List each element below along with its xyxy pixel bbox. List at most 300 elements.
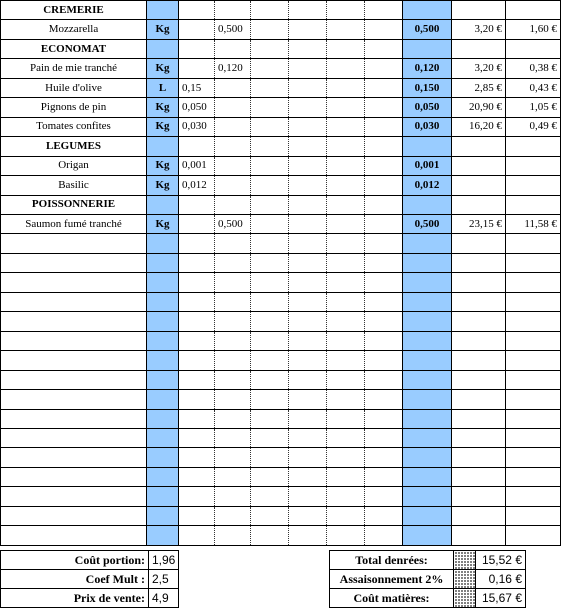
- quantity-cell[interactable]: [365, 390, 403, 409]
- quantity-cell[interactable]: [179, 214, 215, 233]
- quantity-cell[interactable]: [179, 312, 215, 331]
- quantity-cell[interactable]: [179, 370, 215, 389]
- unit-price-cell[interactable]: [452, 312, 506, 331]
- unit-price-cell[interactable]: [452, 273, 506, 292]
- empty-cell[interactable]: [1, 487, 147, 506]
- unit-price-cell[interactable]: [452, 292, 506, 311]
- line-total-cell[interactable]: [506, 253, 561, 272]
- quantity-cell[interactable]: [365, 526, 403, 546]
- ingredient-name[interactable]: Saumon fumé tranché: [1, 214, 147, 233]
- quantity-cell[interactable]: [215, 331, 251, 350]
- quantity-cell[interactable]: [289, 20, 327, 39]
- quantity-cell[interactable]: [327, 20, 365, 39]
- quantity-cell[interactable]: [365, 117, 403, 136]
- unit-cell[interactable]: Kg: [147, 214, 179, 233]
- quantity-cell[interactable]: [179, 409, 215, 428]
- quantity-cell[interactable]: [327, 195, 365, 214]
- unit-price-cell[interactable]: [452, 467, 506, 486]
- ingredient-name[interactable]: Mozzarella: [1, 20, 147, 39]
- quantity-cell[interactable]: [179, 331, 215, 350]
- quantity-cell[interactable]: [327, 467, 365, 486]
- line-total-cell[interactable]: [506, 39, 561, 58]
- total-quantity-empty[interactable]: [403, 390, 452, 409]
- quantity-cell[interactable]: [179, 428, 215, 447]
- quantity-cell[interactable]: [365, 98, 403, 117]
- unit-price-cell[interactable]: 2,85 €: [452, 78, 506, 97]
- unit-cell[interactable]: Kg: [147, 117, 179, 136]
- quantity-cell[interactable]: [289, 370, 327, 389]
- quantity-cell[interactable]: [179, 59, 215, 78]
- quantity-cell[interactable]: [251, 234, 289, 253]
- unit-cell-empty[interactable]: [147, 1, 179, 20]
- total-quantity-cell[interactable]: 0,120: [403, 59, 452, 78]
- quantity-cell[interactable]: [327, 487, 365, 506]
- unit-cell-empty[interactable]: [147, 409, 179, 428]
- quantity-cell[interactable]: [365, 195, 403, 214]
- quantity-cell[interactable]: [251, 506, 289, 525]
- quantity-cell[interactable]: 0,500: [215, 20, 251, 39]
- line-total-cell[interactable]: [506, 351, 561, 370]
- quantity-cell[interactable]: [365, 351, 403, 370]
- quantity-cell[interactable]: [251, 428, 289, 447]
- unit-cell[interactable]: Kg: [147, 20, 179, 39]
- ingredient-name[interactable]: Origan: [1, 156, 147, 175]
- total-quantity-empty[interactable]: [403, 428, 452, 447]
- quantity-cell[interactable]: 0,500: [215, 214, 251, 233]
- total-quantity-empty[interactable]: [403, 137, 452, 156]
- quantity-cell[interactable]: [327, 370, 365, 389]
- quantity-cell[interactable]: [251, 137, 289, 156]
- quantity-cell[interactable]: [289, 117, 327, 136]
- quantity-cell[interactable]: [327, 506, 365, 525]
- line-total-cell[interactable]: 0,43 €: [506, 78, 561, 97]
- unit-price-cell[interactable]: 20,90 €: [452, 98, 506, 117]
- unit-price-cell[interactable]: [452, 428, 506, 447]
- empty-cell[interactable]: [1, 234, 147, 253]
- line-total-cell[interactable]: 1,60 €: [506, 20, 561, 39]
- unit-price-cell[interactable]: [452, 390, 506, 409]
- quantity-cell[interactable]: [251, 117, 289, 136]
- quantity-cell[interactable]: [327, 292, 365, 311]
- total-quantity-empty[interactable]: [403, 234, 452, 253]
- line-total-cell[interactable]: [506, 331, 561, 350]
- quantity-cell[interactable]: [289, 176, 327, 195]
- quantity-cell[interactable]: [179, 39, 215, 58]
- line-total-cell[interactable]: [506, 428, 561, 447]
- quantity-cell[interactable]: [289, 195, 327, 214]
- empty-cell[interactable]: [1, 253, 147, 272]
- quantity-cell[interactable]: [251, 39, 289, 58]
- quantity-cell[interactable]: [179, 351, 215, 370]
- unit-price-cell[interactable]: 3,20 €: [452, 59, 506, 78]
- seasoning-value[interactable]: 0,16 €: [476, 570, 526, 589]
- quantity-cell[interactable]: [327, 78, 365, 97]
- unit-price-cell[interactable]: [452, 448, 506, 467]
- quantity-cell[interactable]: 0,120: [215, 59, 251, 78]
- quantity-cell[interactable]: [179, 273, 215, 292]
- unit-cell-empty[interactable]: [147, 390, 179, 409]
- unit-cell[interactable]: Kg: [147, 98, 179, 117]
- quantity-cell[interactable]: [327, 214, 365, 233]
- unit-cell-empty[interactable]: [147, 370, 179, 389]
- quantity-cell[interactable]: [365, 1, 403, 20]
- quantity-cell[interactable]: [327, 59, 365, 78]
- total-quantity-empty[interactable]: [403, 487, 452, 506]
- line-total-cell[interactable]: [506, 273, 561, 292]
- line-total-cell[interactable]: [506, 195, 561, 214]
- empty-cell[interactable]: [1, 292, 147, 311]
- quantity-cell[interactable]: [215, 292, 251, 311]
- quantity-cell[interactable]: [289, 273, 327, 292]
- quantity-cell[interactable]: [327, 351, 365, 370]
- unit-cell[interactable]: L: [147, 78, 179, 97]
- quantity-cell[interactable]: [179, 448, 215, 467]
- quantity-cell[interactable]: [179, 506, 215, 525]
- unit-cell[interactable]: Kg: [147, 59, 179, 78]
- ingredient-name[interactable]: Pignons de pin: [1, 98, 147, 117]
- total-quantity-empty[interactable]: [403, 39, 452, 58]
- empty-cell[interactable]: [1, 273, 147, 292]
- line-total-cell[interactable]: 11,58 €: [506, 214, 561, 233]
- empty-cell[interactable]: [1, 409, 147, 428]
- quantity-cell[interactable]: [365, 409, 403, 428]
- quantity-cell[interactable]: [215, 409, 251, 428]
- empty-cell[interactable]: [1, 506, 147, 525]
- quantity-cell[interactable]: [215, 78, 251, 97]
- quantity-cell[interactable]: 0,001: [179, 156, 215, 175]
- total-quantity-empty[interactable]: [403, 312, 452, 331]
- quantity-cell[interactable]: [251, 176, 289, 195]
- quantity-cell[interactable]: [215, 351, 251, 370]
- unit-cell-empty[interactable]: [147, 331, 179, 350]
- quantity-cell[interactable]: [365, 156, 403, 175]
- total-quantity-empty[interactable]: [403, 409, 452, 428]
- quantity-cell[interactable]: [365, 487, 403, 506]
- quantity-cell[interactable]: [289, 409, 327, 428]
- quantity-cell[interactable]: [215, 39, 251, 58]
- empty-cell[interactable]: [1, 331, 147, 350]
- quantity-cell[interactable]: [215, 487, 251, 506]
- quantity-cell[interactable]: [251, 312, 289, 331]
- quantity-cell[interactable]: [327, 39, 365, 58]
- empty-cell[interactable]: [1, 428, 147, 447]
- quantity-cell[interactable]: [289, 506, 327, 525]
- quantity-cell[interactable]: [365, 78, 403, 97]
- quantity-cell[interactable]: [289, 253, 327, 272]
- unit-cell-empty[interactable]: [147, 137, 179, 156]
- quantity-cell[interactable]: [289, 526, 327, 546]
- quantity-cell[interactable]: [215, 137, 251, 156]
- unit-cell-empty[interactable]: [147, 448, 179, 467]
- line-total-cell[interactable]: [506, 409, 561, 428]
- quantity-cell[interactable]: [289, 331, 327, 350]
- quantity-cell[interactable]: [365, 467, 403, 486]
- quantity-cell[interactable]: [327, 409, 365, 428]
- quantity-cell[interactable]: [215, 370, 251, 389]
- total-quantity-cell[interactable]: 0,500: [403, 214, 452, 233]
- quantity-cell[interactable]: [289, 137, 327, 156]
- unit-price-cell[interactable]: [452, 234, 506, 253]
- quantity-cell[interactable]: [327, 428, 365, 447]
- quantity-cell[interactable]: [365, 428, 403, 447]
- total-quantity-empty[interactable]: [403, 370, 452, 389]
- unit-price-cell[interactable]: [452, 409, 506, 428]
- unit-price-cell[interactable]: 23,15 €: [452, 214, 506, 233]
- empty-cell[interactable]: [1, 448, 147, 467]
- total-quantity-empty[interactable]: [403, 448, 452, 467]
- quantity-cell[interactable]: [327, 176, 365, 195]
- quantity-cell[interactable]: [289, 312, 327, 331]
- ingredient-name[interactable]: Pain de mie tranché: [1, 59, 147, 78]
- line-total-cell[interactable]: [506, 156, 561, 175]
- quantity-cell[interactable]: [365, 253, 403, 272]
- quantity-cell[interactable]: [365, 448, 403, 467]
- coef-mult-value[interactable]: 2,5: [149, 570, 179, 589]
- line-total-cell[interactable]: [506, 526, 561, 546]
- quantity-cell[interactable]: [289, 214, 327, 233]
- quantity-cell[interactable]: [327, 156, 365, 175]
- unit-cell-empty[interactable]: [147, 506, 179, 525]
- line-total-cell[interactable]: [506, 390, 561, 409]
- unit-price-cell[interactable]: [452, 253, 506, 272]
- unit-cell-empty[interactable]: [147, 292, 179, 311]
- quantity-cell[interactable]: [251, 253, 289, 272]
- quantity-cell[interactable]: [251, 273, 289, 292]
- quantity-cell[interactable]: [327, 137, 365, 156]
- line-total-cell[interactable]: [506, 292, 561, 311]
- unit-cell[interactable]: Kg: [147, 176, 179, 195]
- quantity-cell[interactable]: [215, 176, 251, 195]
- quantity-cell[interactable]: [365, 59, 403, 78]
- total-quantity-cell[interactable]: 0,500: [403, 20, 452, 39]
- line-total-cell[interactable]: 0,38 €: [506, 59, 561, 78]
- unit-price-cell[interactable]: [452, 156, 506, 175]
- total-quantity-empty[interactable]: [403, 253, 452, 272]
- quantity-cell[interactable]: [251, 526, 289, 546]
- line-total-cell[interactable]: [506, 137, 561, 156]
- line-total-cell[interactable]: [506, 312, 561, 331]
- quantity-cell[interactable]: [179, 1, 215, 20]
- quantity-cell[interactable]: [289, 467, 327, 486]
- quantity-cell[interactable]: [251, 331, 289, 350]
- cost-portion-value[interactable]: 1,96: [149, 551, 179, 570]
- quantity-cell[interactable]: 0,012: [179, 176, 215, 195]
- quantity-cell[interactable]: [289, 1, 327, 20]
- quantity-cell[interactable]: [289, 39, 327, 58]
- quantity-cell[interactable]: [179, 292, 215, 311]
- quantity-cell[interactable]: [179, 390, 215, 409]
- quantity-cell[interactable]: [327, 526, 365, 546]
- unit-cell-empty[interactable]: [147, 273, 179, 292]
- line-total-cell[interactable]: [506, 1, 561, 20]
- quantity-cell[interactable]: [365, 234, 403, 253]
- empty-cell[interactable]: [1, 370, 147, 389]
- quantity-cell[interactable]: [215, 98, 251, 117]
- quantity-cell[interactable]: [289, 156, 327, 175]
- unit-price-cell[interactable]: [452, 506, 506, 525]
- unit-price-cell[interactable]: 16,20 €: [452, 117, 506, 136]
- empty-cell[interactable]: [1, 312, 147, 331]
- unit-cell-empty[interactable]: [147, 195, 179, 214]
- quantity-cell[interactable]: [327, 448, 365, 467]
- total-quantity-empty[interactable]: [403, 273, 452, 292]
- total-quantity-empty[interactable]: [403, 195, 452, 214]
- line-total-cell[interactable]: [506, 506, 561, 525]
- unit-cell-empty[interactable]: [147, 234, 179, 253]
- quantity-cell[interactable]: [365, 312, 403, 331]
- quantity-cell[interactable]: 0,030: [179, 117, 215, 136]
- line-total-cell[interactable]: [506, 448, 561, 467]
- quantity-cell[interactable]: [215, 273, 251, 292]
- total-quantity-empty[interactable]: [403, 292, 452, 311]
- quantity-cell[interactable]: [215, 467, 251, 486]
- quantity-cell[interactable]: [327, 98, 365, 117]
- material-cost-value[interactable]: 15,67 €: [476, 589, 526, 608]
- unit-cell-empty[interactable]: [147, 312, 179, 331]
- quantity-cell[interactable]: [251, 1, 289, 20]
- quantity-cell[interactable]: [251, 467, 289, 486]
- quantity-cell[interactable]: [215, 156, 251, 175]
- quantity-cell[interactable]: [215, 428, 251, 447]
- quantity-cell[interactable]: [327, 117, 365, 136]
- quantity-cell[interactable]: [289, 448, 327, 467]
- empty-cell[interactable]: [1, 526, 147, 546]
- unit-price-cell[interactable]: [452, 331, 506, 350]
- total-quantity-empty[interactable]: [403, 506, 452, 525]
- quantity-cell[interactable]: [251, 59, 289, 78]
- quantity-cell[interactable]: [365, 137, 403, 156]
- quantity-cell[interactable]: [251, 195, 289, 214]
- quantity-cell[interactable]: [215, 526, 251, 546]
- quantity-cell[interactable]: [251, 20, 289, 39]
- quantity-cell[interactable]: [215, 448, 251, 467]
- quantity-cell[interactable]: [215, 1, 251, 20]
- unit-cell-empty[interactable]: [147, 39, 179, 58]
- total-quantity-empty[interactable]: [403, 467, 452, 486]
- quantity-cell[interactable]: [251, 292, 289, 311]
- unit-price-cell[interactable]: [452, 487, 506, 506]
- empty-cell[interactable]: [1, 467, 147, 486]
- quantity-cell[interactable]: [179, 526, 215, 546]
- quantity-cell[interactable]: [251, 156, 289, 175]
- quantity-cell[interactable]: [289, 292, 327, 311]
- quantity-cell[interactable]: [289, 98, 327, 117]
- unit-price-cell[interactable]: [452, 370, 506, 389]
- quantity-cell[interactable]: [251, 370, 289, 389]
- total-quantity-empty[interactable]: [403, 331, 452, 350]
- quantity-cell[interactable]: [251, 78, 289, 97]
- ingredient-name[interactable]: Tomates confites: [1, 117, 147, 136]
- quantity-cell[interactable]: [327, 273, 365, 292]
- quantity-cell[interactable]: [251, 390, 289, 409]
- quantity-cell[interactable]: [179, 195, 215, 214]
- quantity-cell[interactable]: [327, 234, 365, 253]
- total-quantity-empty[interactable]: [403, 526, 452, 546]
- total-quantity-cell[interactable]: 0,030: [403, 117, 452, 136]
- quantity-cell[interactable]: [289, 487, 327, 506]
- unit-cell-empty[interactable]: [147, 526, 179, 546]
- quantity-cell[interactable]: [365, 176, 403, 195]
- quantity-cell[interactable]: [327, 253, 365, 272]
- unit-price-cell[interactable]: [452, 351, 506, 370]
- total-quantity-cell[interactable]: 0,050: [403, 98, 452, 117]
- quantity-cell[interactable]: [215, 390, 251, 409]
- quantity-cell[interactable]: [365, 370, 403, 389]
- quantity-cell[interactable]: [179, 234, 215, 253]
- quantity-cell[interactable]: [215, 195, 251, 214]
- quantity-cell[interactable]: [179, 467, 215, 486]
- empty-cell[interactable]: [1, 390, 147, 409]
- quantity-cell[interactable]: [327, 312, 365, 331]
- line-total-cell[interactable]: [506, 487, 561, 506]
- quantity-cell[interactable]: [289, 59, 327, 78]
- total-quantity-empty[interactable]: [403, 1, 452, 20]
- quantity-cell[interactable]: [215, 253, 251, 272]
- unit-price-cell[interactable]: [452, 1, 506, 20]
- quantity-cell[interactable]: [365, 331, 403, 350]
- quantity-cell[interactable]: [179, 20, 215, 39]
- unit-price-cell[interactable]: 3,20 €: [452, 20, 506, 39]
- quantity-cell[interactable]: [289, 78, 327, 97]
- quantity-cell[interactable]: [289, 234, 327, 253]
- quantity-cell[interactable]: [365, 20, 403, 39]
- quantity-cell[interactable]: [179, 487, 215, 506]
- line-total-cell[interactable]: [506, 234, 561, 253]
- unit-cell-empty[interactable]: [147, 428, 179, 447]
- line-total-cell[interactable]: 1,05 €: [506, 98, 561, 117]
- total-goods-value[interactable]: 15,52 €: [476, 551, 526, 570]
- quantity-cell[interactable]: [289, 390, 327, 409]
- quantity-cell[interactable]: [251, 351, 289, 370]
- unit-price-cell[interactable]: [452, 39, 506, 58]
- quantity-cell[interactable]: [365, 273, 403, 292]
- quantity-cell[interactable]: [251, 98, 289, 117]
- line-total-cell[interactable]: [506, 467, 561, 486]
- unit-price-cell[interactable]: [452, 195, 506, 214]
- total-quantity-cell[interactable]: 0,150: [403, 78, 452, 97]
- unit-price-cell[interactable]: [452, 137, 506, 156]
- unit-cell[interactable]: Kg: [147, 156, 179, 175]
- quantity-cell[interactable]: [179, 253, 215, 272]
- ingredient-name[interactable]: Basilic: [1, 176, 147, 195]
- quantity-cell[interactable]: [215, 117, 251, 136]
- quantity-cell[interactable]: [215, 234, 251, 253]
- unit-cell-empty[interactable]: [147, 351, 179, 370]
- sale-price-value[interactable]: 4,9: [149, 589, 179, 608]
- quantity-cell[interactable]: [251, 448, 289, 467]
- unit-price-cell[interactable]: [452, 176, 506, 195]
- quantity-cell[interactable]: [327, 331, 365, 350]
- quantity-cell[interactable]: [215, 312, 251, 331]
- quantity-cell[interactable]: [365, 292, 403, 311]
- quantity-cell[interactable]: 0,15: [179, 78, 215, 97]
- quantity-cell[interactable]: [215, 506, 251, 525]
- quantity-cell[interactable]: [365, 39, 403, 58]
- quantity-cell[interactable]: [365, 506, 403, 525]
- unit-cell-empty[interactable]: [147, 487, 179, 506]
- quantity-cell[interactable]: [289, 351, 327, 370]
- quantity-cell[interactable]: [251, 487, 289, 506]
- total-quantity-cell[interactable]: 0,001: [403, 156, 452, 175]
- unit-price-cell[interactable]: [452, 526, 506, 546]
- ingredient-name[interactable]: Huile d'olive: [1, 78, 147, 97]
- quantity-cell[interactable]: 0,050: [179, 98, 215, 117]
- quantity-cell[interactable]: [327, 1, 365, 20]
- quantity-cell[interactable]: [289, 428, 327, 447]
- quantity-cell[interactable]: [327, 390, 365, 409]
- total-quantity-cell[interactable]: 0,012: [403, 176, 452, 195]
- unit-cell-empty[interactable]: [147, 253, 179, 272]
